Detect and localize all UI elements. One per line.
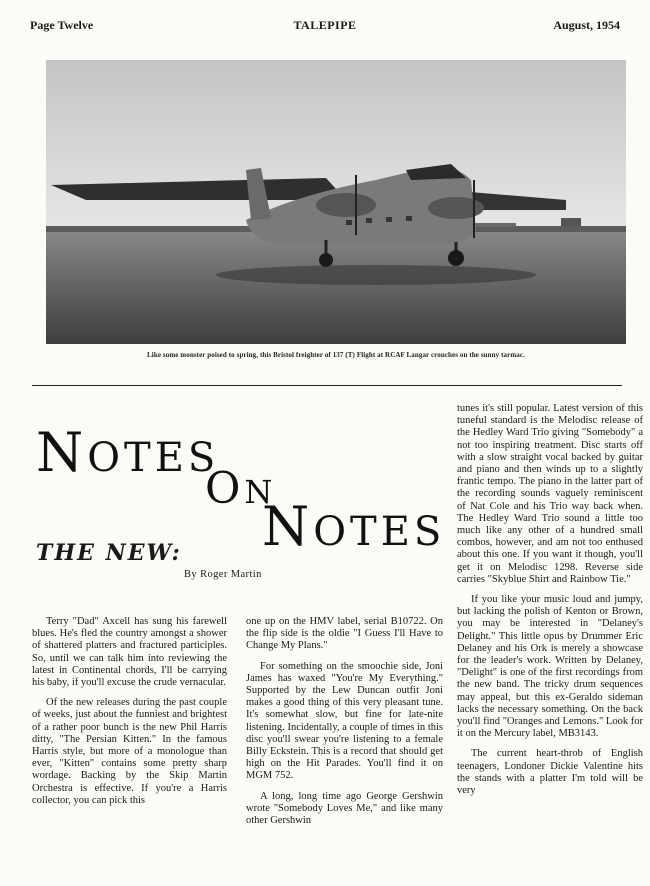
section-subhead: THE NEW:: [36, 540, 182, 566]
column-1: [32, 616, 227, 815]
column-2: [246, 616, 443, 835]
bristol-freighter-image: [46, 60, 626, 344]
byline: By Roger Martin: [184, 569, 262, 580]
issue-date: August, 1954: [553, 18, 620, 32]
aircraft-photo: [46, 60, 626, 344]
paragraph: tunes it's still popular. Latest version of this tuneful standard is the Melodisc release of the Hedley Ward Trio giving "Somebody" a not too inspiring treatment. Disc starts off with a slow straight vocal backed by guitar and piano and then winds up to a slightly frantic tempo. The piano in the latter part of the recording sounds vaguely reminiscent of Nat Cole and his Trio way back when. The Hedley Ward Trio sound a little too much like any other of a hundred small combos, however, and am not too enthused about this one. If you want it though, you'll get it on Melodisc 1298. Reverse side carries "Skyblue Shirt and Rainbow Tie.": [457, 403, 643, 585]
paragraph: A long, long time ago George Gershwin wrote "Somebody Loves Me," and like many other Gershwin: [246, 790, 443, 827]
section-divider: [32, 385, 622, 386]
paragraph: Terry "Dad" Axcell has sung his farewell blues. He's fled the country amongst a shower of shattered platters and fractured participles. So, until we can talk him into reviewing the latest in Continental chords, I'll be carrying his baby, if you'll excuse the crude vernacular.: [32, 616, 227, 689]
photo-caption: Like some monster poised to spring, this Bristol freighter of 137 (T) Flight at RCAF Langar crouches on the sunny tarmac.: [147, 351, 525, 359]
page-header: [30, 18, 620, 34]
page-number: Page Twelve: [30, 18, 94, 32]
paragraph: one up on the HMV label, serial B10722. On the flip side is the oldie "I Guess I'll Have to Change My Plans.": [246, 616, 443, 652]
article-title-line3: NOTES: [262, 495, 446, 558]
paragraph: If you like your music loud and jumpy, but lacking the polish of Kenton or Brown, you may be interested in "Delaney's Delight." This little opus by Drummer Eric Delaney and his Ork is merely a showcase for the leader's work. Written by Delaney, "Delight" is one of the first recordings from the new band. The tricky drum sequences may appeal, but this ex-Geraldo sideman lacks the necessary something. On the back you'll find "Oranges and Lemons." Look for it on the Mercury label, MB3143.: [457, 594, 643, 740]
article-title-line2: ON: [205, 464, 277, 514]
article-title-line1: NOTES: [36, 421, 220, 484]
paragraph: For something on the smoochie side, Joni James has waxed "You're My Everything." Supported by the Lew Duncan outfit Joni makes a good thing of this very pleasant tune. It's somewhat slow, but fine for late-nite listening. Incidentally, a couple of times in this disc you'll swear you're listening to a female Billy Eckstein. This is a record that should get high on the Hit Parades. You'll find it on MGM 752.: [246, 660, 443, 782]
paragraph: Of the new releases during the past couple of weeks, just about the funniest and brightest of a rather poor bunch is the new Phil Harris ditty, "The Persian Kitten." In the famous Harris style, but more of a monologue than ever, "Kitten" contains some pretty sharp wordage. Backing by the Skip Martin Orchestra is effective. If you're a Harris collector, you can pick this: [32, 697, 227, 806]
paragraph: The current heart-throb of English teenagers, Londoner Dickie Valentine hits the stands with a platter I'm told will be very: [457, 748, 643, 797]
magazine-name: TALEPIPE: [293, 18, 357, 32]
column-3: [457, 403, 643, 805]
